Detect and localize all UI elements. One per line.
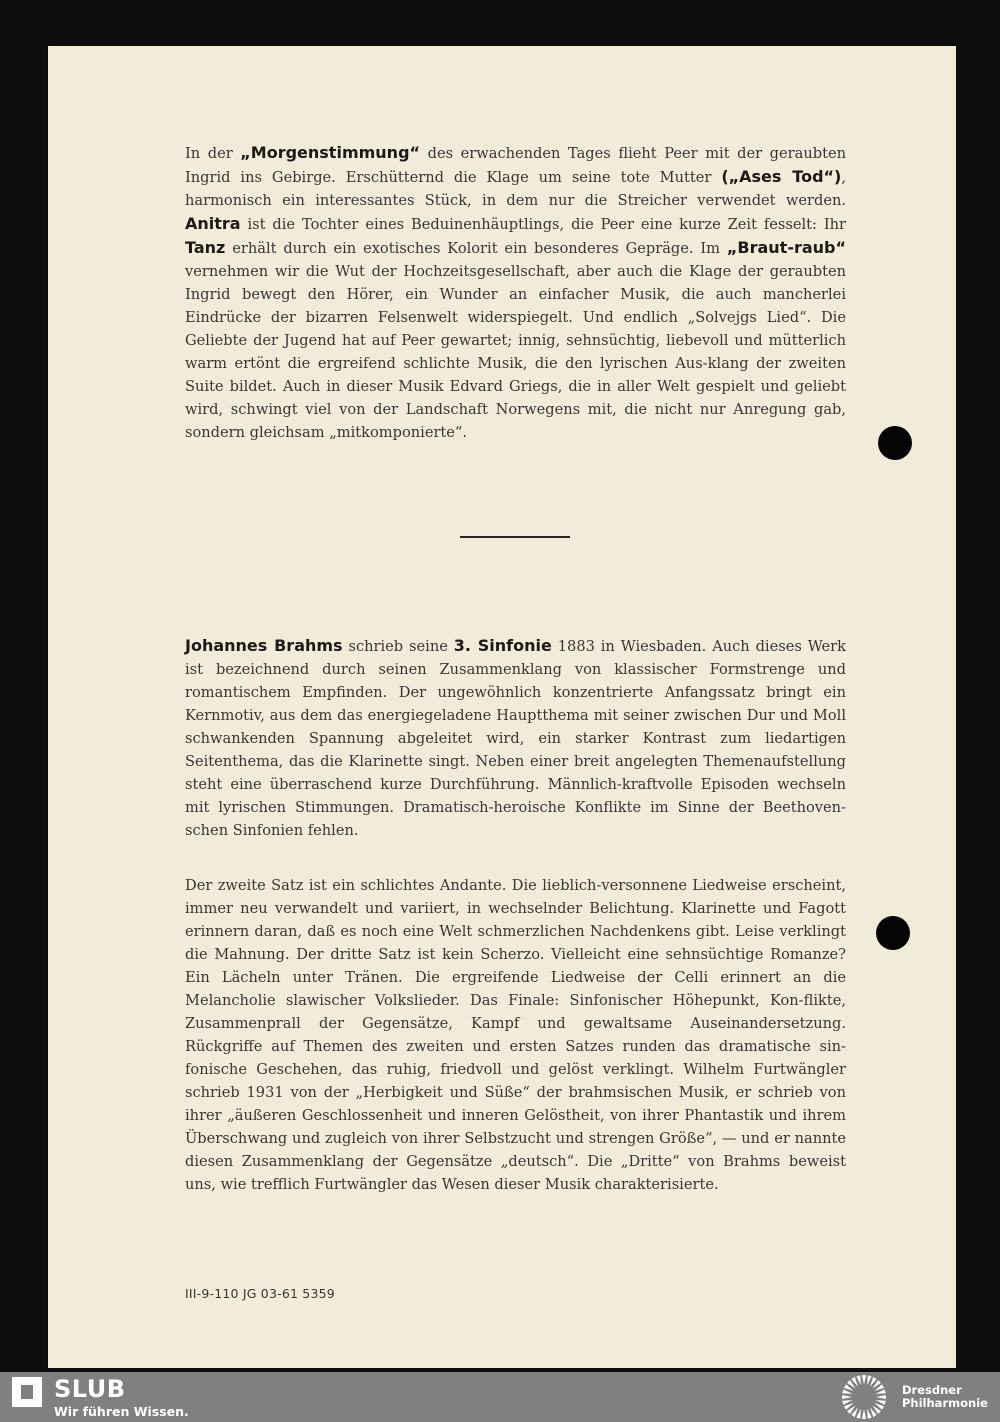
philharmonie-name-line2: Philharmonie [902,1396,988,1410]
text-run: erhält durch ein exotisches Kolorit ein besonderes Gepräge. Im [225,240,727,257]
slub-tagline: Wir führen Wissen. [54,1404,189,1419]
logo-ray [842,1395,852,1399]
logo-ray [856,1409,860,1419]
paragraph-grieg [185,141,846,444]
slub-title[interactable]: SLUB [54,1375,126,1403]
emphasized-term: („Ases Tod“) [721,167,842,186]
text-run: vernehmen wir die Wut der Hochzeitsgesellschaft, aber auch die Klage der geraubten Ingrid bewegt den Hörer, ein Wunder an einfacher Musik, die auch mancherlei Eindrücke der bizarren Felsenwelt widerspiegelt. Und endlich „Solvejgs Lied“. Die Geliebte der Jugend hat auf Peer gewartet; innig, sehnsüchtig, liebevoll und mütterlich warm ertönt die ergreifend schlichte Musik, die den lyrischen Aus-klang der zweiten Suite bildet. Auch in dieser Musik Edvard Griegs, die in aller Welt gespielt und geliebt wird, schwingt viel von der Landschaft Norwegens mit, die nicht nur Anregung gab, sondern gleichsam „mitkomponierte“. [185,263,846,441]
logo-ray [867,1409,871,1419]
text-run: In der [185,145,241,162]
emphasized-term: „Morgenstimmung“ [240,143,421,162]
slub-logo-icon[interactable] [12,1377,42,1407]
logo-ray [876,1395,886,1399]
footer-bar [0,1372,1000,1422]
emphasized-term: Tanz [185,238,226,257]
text-run: schrieb seine [342,638,454,655]
logo-ray [862,1409,866,1419]
philharmonie-name-line1: Dresdner [902,1383,962,1397]
logo-ray [876,1389,886,1393]
emphasized-term: 3. Sinfonie [453,636,552,655]
paragraph-brahms-movements: Der zweite Satz ist ein schlichtes Andante. Die lieblich-versonnene Liedweise erscheint, immer neu verwandelt und variiert, in wechselnder Belichtung. Klarinette und Fagott erinnern daran, daß es noch eine Welt schmerzlichen Nachdenkens gibt. Leise verklingt die Mahnung. Der dritte Satz ist kein Scherzo. Vielleicht eine sehnsüchtige Romanze? Ein Lächeln unter Tränen. Die ergreifende Liedweise der Celli erinnert an die Melancholie slawischer Volkslieder. Das Finale: Sinfonischer Höhepunkt, Kon-flikte, Zusammenprall der Gegensätze, Kampf und gewaltsame Auseinandersetzung. Rückgriffe auf Themen des zweiten und ersten Satzes runden das dramatische sin-fonische Geschehen, das ruhig, friedvoll und gelöst verklingt. Wilhelm Furtwängler schrieb 1931 von der „Herbigkeit und Süße“ der brahmsischen Musik, er schrieb von ihrer „äußeren Geschlossenheit und inneren Gelöstheit, von ihrer Phantastik und ihrem Überschwang und zugleich von ihrer Selbstzucht und strengen Größe“, — und er nannte diesen Zusammenklang der Gegensätze „deutsch“. Die „Dritte“ von Brahms beweist uns, wie trefflich Furtwängler das Wesen dieser Musik charakterisierte. [185,877,846,1193]
section-divider [460,536,570,538]
philharmonie-name[interactable] [902,1384,988,1410]
logo-ray [842,1400,852,1404]
emphasized-term: „Braut-raub“ [726,238,846,257]
logo-ray [867,1375,871,1385]
logo-ray [876,1400,886,1404]
emphasized-term: Johannes Brahms [185,636,343,655]
logo-ray [862,1375,866,1385]
paragraph-brahms-intro [185,634,846,842]
punch-hole [878,426,912,460]
punch-hole [876,916,910,950]
emphasized-term: Anitra [185,214,241,233]
text-run: , harmonisch ein interessantes Stück, in dem nur die Streicher verwendet werden. [185,169,846,209]
text-run: des erwachenden Tages flieht Peer mit der geraubten Ingrid ins Gebirge. Erschütternd die Klage um seine tote Mutter [185,145,846,186]
print-code: III-9-110 JG 03-61 5359 [185,1286,335,1301]
philharmonie-logo-icon[interactable] [840,1374,888,1420]
text-run: ist die Tochter eines Beduinenhäuptlings, die Peer eine kurze Zeit fesselt: Ihr [240,216,846,233]
logo-ray [856,1375,860,1385]
logo-ray [842,1389,852,1393]
text-run: 1883 in Wiesbaden. Auch dieses Werk ist bezeichnend durch seinen Zusammenklang von klassischer Formstrenge und romantischem Empfinden. Der ungewöhnlich konzentrierte Anfangssatz bringt ein Kernmotiv, aus dem das energiegeladene Hauptthema mit seiner zwischen Dur und Moll schwankenden Spannung abgeleitet wird, ein starker Kontrast zum liedartigen Seitenthema, das die Klarinette singt. Neben einer breit angelegten Themenaufstellung steht eine überraschend kurze Durchführung. Männlich-kraftvolle Episoden wechseln mit lyrischen Stimmungen. Dramatisch-heroische Konflikte im Sinne der Beethoven-schen Sinfonien fehlen. [185,638,846,839]
